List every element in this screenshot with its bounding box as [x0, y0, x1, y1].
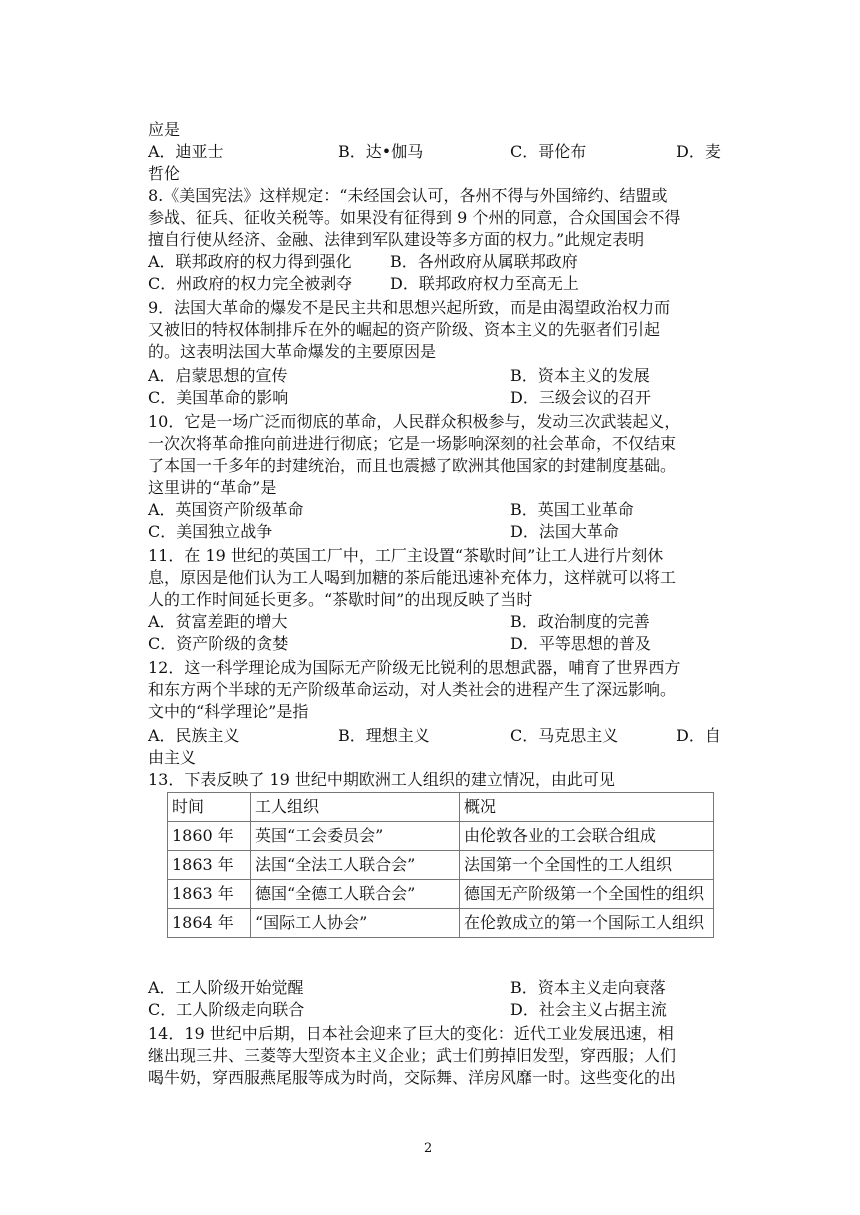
q7-option-c: C．哥伦布: [510, 142, 587, 161]
q10-stem-line: 10．它是一场广泛而彻底的革命，人民群众积极参与，发动三次武装起义，: [148, 412, 681, 431]
q13-option-c: C．工人阶级走向联合: [148, 1000, 305, 1019]
q7-tail: 应是: [148, 120, 181, 139]
q9-option-d: D．三级会议的召开: [510, 388, 651, 407]
table-cell: 德国“全德工人联合会”: [251, 880, 460, 909]
table-cell: “国际工人协会”: [251, 909, 460, 938]
q7-option-d: D．麦: [676, 142, 721, 161]
table-row: [168, 909, 714, 938]
table-header-cell: 工人组织: [251, 793, 460, 822]
q11-option-c: C．资产阶级的贪婪: [148, 634, 289, 653]
q12-option-d-wrap: 由主义: [148, 748, 197, 767]
table-row: [168, 822, 714, 851]
q9-stem-line: 的。这表明法国大革命爆发的主要原因是: [148, 342, 437, 361]
q8-stem-line: 参战、征兵、征收关税等。如果没有征得到 9 个州的同意，合众国国会不得: [148, 208, 681, 227]
q7-option-a: A．迪亚士: [148, 142, 224, 161]
q10-stem-line: 一次次将革命推向前进进行彻底；它是一场影响深刻的社会革命，不仅结束: [148, 434, 677, 453]
q11-option-b: B．政治制度的完善: [510, 612, 650, 631]
q12-stem-line: 文中的“科学理论”是指: [148, 702, 309, 721]
q12-option-a: A．民族主义: [148, 726, 240, 745]
q10-option-a: A．英国资产阶级革命: [148, 500, 304, 519]
q8-option-c: C．州政府的权力完全被剥夺: [148, 274, 353, 293]
q7-option-d-wrap: 哲伦: [148, 164, 181, 183]
q10-stem-line: 了本国一千多年的封建统治，而且也震撼了欧洲其他国家的封建制度基础。: [148, 456, 677, 475]
q8-stem-line: 擅自行使从经济、金融、法律到军队建设等多方面的权力。”此规定表明: [148, 230, 645, 249]
table-cell: 在伦敦成立的第一个国际工人组织: [460, 909, 714, 938]
q12-stem-line: 和东方两个半球的无产阶级革命运动，对人类社会的进程产生了深远影响。: [148, 680, 677, 699]
q14-stem-line: 喝牛奶，穿西服燕尾服等成为时尚，交际舞、洋房风靡一时。这些变化的出: [148, 1068, 677, 1087]
table-cell: 法国“全法工人联合会”: [251, 851, 460, 880]
q13-option-d: D．社会主义占据主流: [510, 1000, 667, 1019]
q11-option-a: A．贫富差距的增大: [148, 612, 288, 631]
table-cell: 德国无产阶级第一个全国性的组织: [460, 880, 714, 909]
table-cell: 由伦敦各业的工会联合组成: [460, 822, 714, 851]
q10-option-b: B．英国工业革命: [510, 500, 634, 519]
q13-option-b: B．资本主义走向衰落: [510, 978, 666, 997]
q13-table: [167, 792, 714, 938]
table-cell: 英国“工会委员会”: [251, 822, 460, 851]
q14-stem-line: 14．19 世纪中后期，日本社会迎来了巨大的变化：近代工业发展迅速，相: [148, 1024, 674, 1043]
q12-option-d: D．自: [676, 726, 721, 745]
q12-option-c: C．马克思主义: [510, 726, 619, 745]
page-number: 2: [424, 1141, 433, 1156]
q8-option-b: B．各州政府从属联邦政府: [390, 252, 578, 271]
table-cell: 1864 年: [168, 909, 251, 938]
q11-stem-line: 息，原因是他们认为工人喝到加糖的茶后能迅速补充体力，这样就可以将工: [148, 568, 677, 587]
table-cell: 1863 年: [168, 880, 251, 909]
table-row: [168, 880, 714, 909]
q12-stem-line: 12．这一科学理论成为国际无产阶级无比锐利的思想武器，哺育了世界西方: [148, 658, 681, 677]
table-cell: 1860 年: [168, 822, 251, 851]
q11-stem-line: 人的工作时间延长更多。“茶歇时间”的出现反映了当时: [148, 590, 533, 609]
q8-option-d: D．联邦政府权力至高无上: [390, 274, 579, 293]
q13-stem-line: 13．下表反映了 19 世纪中期欧洲工人组织的建立情况，由此可见: [148, 770, 615, 789]
table-header-row: [168, 793, 714, 822]
q13-option-a: A．工人阶级开始觉醒: [148, 978, 304, 997]
q10-option-c: C．美国独立战争: [148, 522, 273, 541]
q9-option-b: B．资本主义的发展: [510, 366, 650, 385]
q10-option-d: D．法国大革命: [510, 522, 619, 541]
q9-stem-line: 又被旧的特权体制排斥在外的崛起的资产阶级、资本主义的先驱者们引起: [148, 320, 661, 339]
q12-option-b: B．理想主义: [338, 726, 430, 745]
q8-stem-line: 8.《美国宪法》这样规定：“未经国会认可，各州不得与外国缔约、结盟或: [148, 186, 668, 205]
q9-option-c: C．美国革命的影响: [148, 388, 289, 407]
table-row: [168, 851, 714, 880]
q7-option-b: B．达•伽马: [338, 142, 424, 161]
q10-stem-line: 这里讲的“革命”是: [148, 478, 277, 497]
q11-stem-line: 11．在 19 世纪的英国工厂中，工厂主设置“茶歇时间”让工人进行片刻休: [148, 546, 664, 565]
q11-option-d: D．平等思想的普及: [510, 634, 651, 653]
q9-option-a: A．启蒙思想的宣传: [148, 366, 288, 385]
q14-stem-line: 继出现三井、三菱等大型资本主义企业；武士们剪掉旧发型，穿西服；人们: [148, 1046, 677, 1065]
table-cell: 1863 年: [168, 851, 251, 880]
table-header-cell: 概况: [460, 793, 714, 822]
table-cell: 法国第一个全国性的工人组织: [460, 851, 714, 880]
q9-stem-line: 9．法国大革命的爆发不是民主共和思想兴起所致，而是由渴望政治权力而: [148, 298, 671, 317]
table-header-cell: 时间: [168, 793, 251, 822]
q8-option-a: A．联邦政府的权力得到强化: [148, 252, 352, 271]
